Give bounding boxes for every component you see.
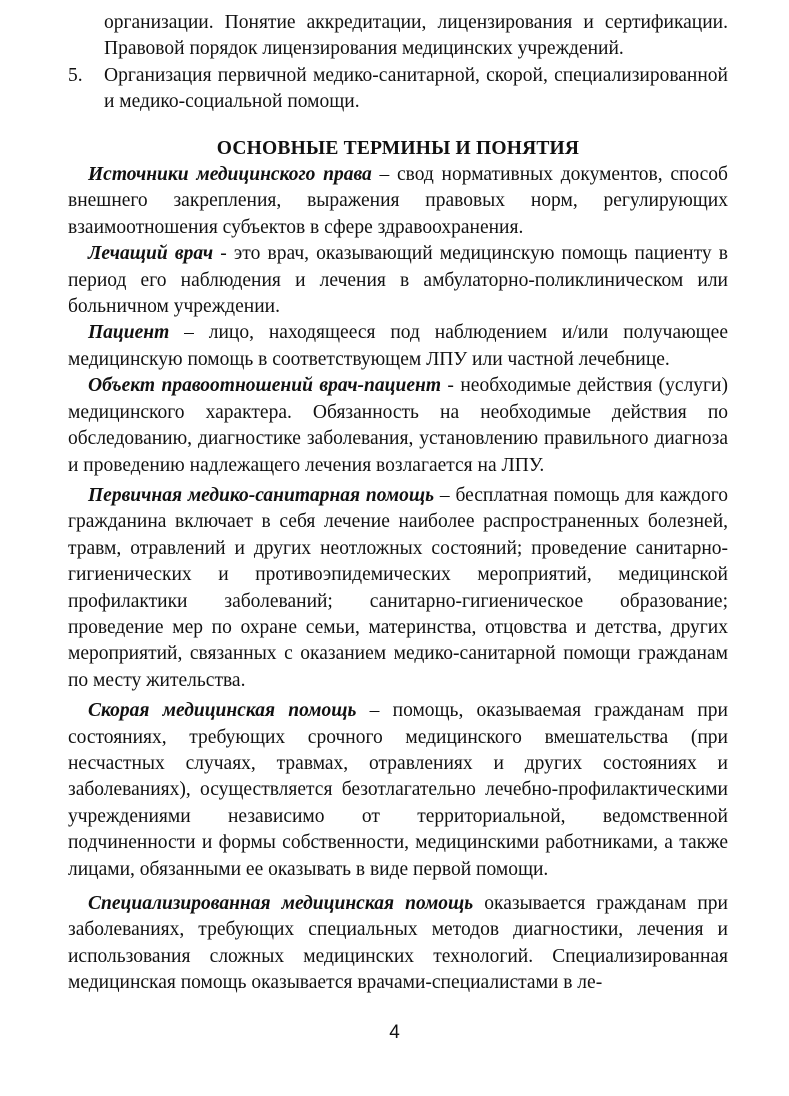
term-definition: - это врач, оказывающий медицинскую помощь пациенту в период его наблюдения и лечения в амбулаторно-поликлиническом или больничном учреждении.: [68, 243, 729, 318]
term-paragraph: [68, 162, 728, 241]
section-heading: ОСНОВНЫЕ ТЕРМИНЫ И ПОНЯТИЯ: [216, 137, 580, 159]
term-definition: – свод нормативных документов, способ внешнего закрепления, выражения правовых норм, регулирующих взаимоотношения субъектов в сфере здравоохранения.: [68, 164, 728, 238]
term-definition: оказывается гражданам при заболеваниях, требующих специальных методов диагностики, лечения и использования сложных медицинских технологий. Специализированная медицинская помощь оказывается врачами-специалистами в ле-: [68, 893, 728, 994]
list-item-number: 5.: [68, 64, 83, 86]
list-item-text: Организация первичной медико-санитарной, скорой, специализированной и медико-социальной помощи.: [104, 64, 728, 113]
term-definition: – лицо, находящееся под наблюдением и/или получающее медицинскую помощь в соответствующем ЛПУ или частной лечебнице.: [68, 322, 728, 370]
list-item-continuation: организации. Понятие аккредитации, лицензирования и сертификации. Правовой порядок лицензирования медицинских учреждений.: [104, 12, 728, 60]
term-title: Скорая медицинская помощь: [88, 700, 357, 722]
term-paragraph: [68, 483, 728, 694]
term-title: Лечащий врач: [88, 243, 214, 265]
term-paragraph: [68, 241, 728, 320]
page-body: [68, 10, 728, 997]
page-number: 4: [389, 1022, 400, 1043]
term-title: Специализированная медицинская помощь: [88, 893, 474, 914]
term-title: Источники медицинского права: [88, 164, 372, 186]
term-title: Пациент: [88, 322, 170, 344]
term-paragraph: [68, 698, 728, 883]
term-definition: – бесплатная помощь для каждого гражданина включает в себя лечение наиболее распространенных болезней, травм, отравлений и других неотложных состояний; проведение санитарно-гигиенических и противоэпидемических мероприятий, медицинской профилактики заболеваний; санитарно-гигиеническое образование; проведение мер по охране семьи, материнства, отцовства и детства, других мероприятий, связанных с оказанием медико-санитарной помощи гражданам по месту жительства.: [68, 484, 728, 691]
term-title: Первичная медико-санитарная помощь: [88, 484, 435, 506]
term-paragraph: [68, 320, 728, 373]
term-paragraph: [68, 891, 728, 997]
list-item-5: [68, 63, 728, 116]
term-definition: - необходимые действия (услуги) медицинского характера. Обязанность на необходимые действия по обследованию, диагностике заболевания, установлению правильного диагноза и проведению надлежащего лечения возлагается на ЛПУ.: [68, 375, 728, 476]
term-definition: – помощь, оказываемая гражданам при состояниях, требующих срочного медицинского вмешательства (при несчастных случаях, травмах, отравлениях и других состояниях и заболеваниях), осуществляется безотлагательно лечебно-профилактическими учреждениями независимо от территориальной, ведомственной подчиненности и формы собственности, медицинскими работниками, а также лицами, обязанными ее оказывать в виде первой помощи.: [68, 700, 728, 880]
term-paragraph: [68, 373, 728, 479]
term-title: Объект правоотношений врач-пациент: [88, 375, 441, 397]
